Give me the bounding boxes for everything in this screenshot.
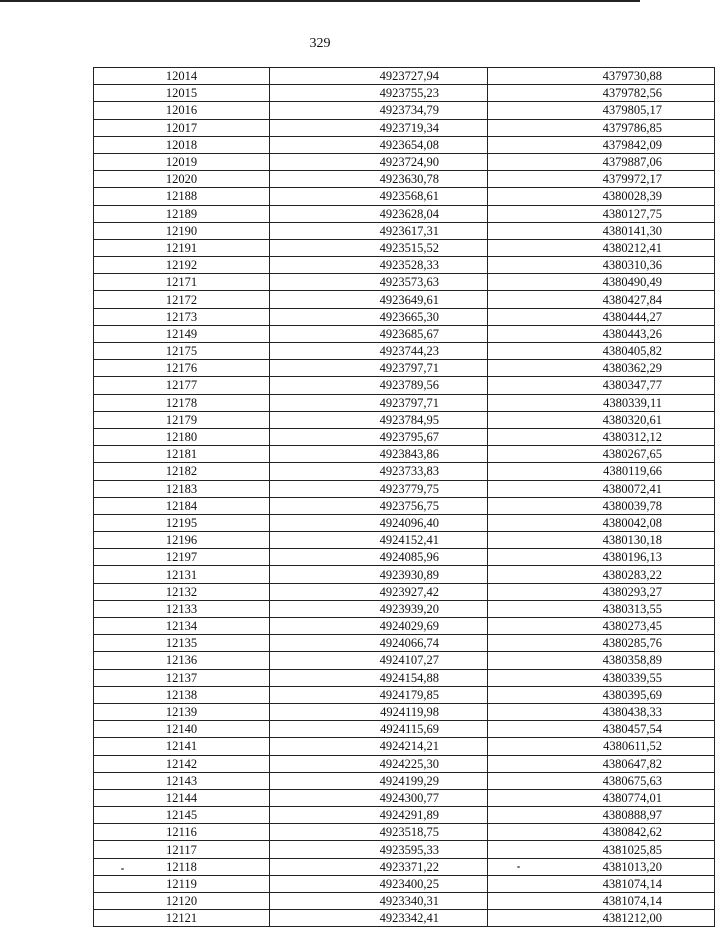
x-coordinate-cell: 4924085,96 (270, 549, 488, 566)
table-row (94, 583, 715, 600)
table-row (94, 824, 715, 841)
y-coordinate-cell: 4380611,52 (488, 738, 715, 755)
table-row (94, 257, 715, 274)
y-coordinate-cell: 4380130,18 (488, 532, 715, 549)
y-coordinate-cell: 4379887,06 (488, 153, 715, 170)
point-id-cell: 12191 (94, 239, 270, 256)
point-id-cell: 12015 (94, 85, 270, 102)
point-id-cell: 12172 (94, 291, 270, 308)
point-id-cell: 12189 (94, 205, 270, 222)
y-coordinate-cell: 4381212,00 (488, 910, 715, 927)
point-id-cell: 12179 (94, 411, 270, 428)
point-id-cell: 12121 (94, 910, 270, 927)
x-coordinate-cell: 4923734,79 (270, 102, 488, 119)
x-coordinate-cell: 4923797,71 (270, 360, 488, 377)
coordinates-table (93, 67, 715, 927)
x-coordinate-cell: 4924300,77 (270, 789, 488, 806)
point-id-cell: 12182 (94, 463, 270, 480)
point-id-cell: 12137 (94, 669, 270, 686)
point-id-cell: 12192 (94, 257, 270, 274)
table-row (94, 222, 715, 239)
table-row (94, 686, 715, 703)
y-coordinate-cell: 4380072,41 (488, 480, 715, 497)
x-coordinate-cell: 4923573,63 (270, 274, 488, 291)
point-id-cell: 12195 (94, 514, 270, 531)
point-id-cell: 12014 (94, 68, 270, 85)
table-row (94, 274, 715, 291)
point-id-cell: 12188 (94, 188, 270, 205)
x-coordinate-cell: 4923515,52 (270, 239, 488, 256)
x-coordinate-cell: 4923724,90 (270, 153, 488, 170)
y-coordinate-cell: 4380310,36 (488, 257, 715, 274)
table-row (94, 652, 715, 669)
x-coordinate-cell: 4923939,20 (270, 600, 488, 617)
table-row (94, 308, 715, 325)
y-coordinate-cell: 4380362,29 (488, 360, 715, 377)
x-coordinate-cell: 4924214,21 (270, 738, 488, 755)
table-row (94, 463, 715, 480)
y-coordinate-cell: 4380283,22 (488, 566, 715, 583)
table-row (94, 480, 715, 497)
y-coordinate-cell: 4381013,20 (488, 858, 715, 875)
x-coordinate-cell: 4923930,89 (270, 566, 488, 583)
y-coordinate-cell: 4380320,61 (488, 411, 715, 428)
x-coordinate-cell: 4923654,08 (270, 136, 488, 153)
table-row (94, 669, 715, 686)
x-coordinate-cell: 4924154,88 (270, 669, 488, 686)
point-id-cell: 12180 (94, 428, 270, 445)
x-coordinate-cell: 4924152,41 (270, 532, 488, 549)
point-id-cell: 12134 (94, 618, 270, 635)
point-id-cell: 12196 (94, 532, 270, 549)
x-coordinate-cell: 4924119,98 (270, 703, 488, 720)
table-row (94, 188, 715, 205)
y-coordinate-cell: 4380490,49 (488, 274, 715, 291)
x-coordinate-cell: 4923733,83 (270, 463, 488, 480)
point-id-cell: 12016 (94, 102, 270, 119)
table-row (94, 703, 715, 720)
point-id-cell: 12145 (94, 807, 270, 824)
y-coordinate-cell: 4380339,55 (488, 669, 715, 686)
table-row (94, 394, 715, 411)
x-coordinate-cell: 4924107,27 (270, 652, 488, 669)
x-coordinate-cell: 4923795,67 (270, 428, 488, 445)
x-coordinate-cell: 4924066,74 (270, 635, 488, 652)
x-coordinate-cell: 4923630,78 (270, 171, 488, 188)
x-coordinate-cell: 4923528,33 (270, 257, 488, 274)
point-id-cell: 12017 (94, 119, 270, 136)
table-row (94, 635, 715, 652)
point-id-cell: 12116 (94, 824, 270, 841)
y-coordinate-cell: 4379805,17 (488, 102, 715, 119)
table-row (94, 807, 715, 824)
table-row (94, 893, 715, 910)
table-row (94, 68, 715, 85)
table-row (94, 377, 715, 394)
table-row (94, 360, 715, 377)
table-row (94, 411, 715, 428)
point-id-cell: 12173 (94, 308, 270, 325)
table-row (94, 566, 715, 583)
x-coordinate-cell: 4923628,04 (270, 205, 488, 222)
point-id-cell: 12131 (94, 566, 270, 583)
point-id-cell: 12143 (94, 772, 270, 789)
point-id-cell: 12175 (94, 343, 270, 360)
y-coordinate-cell: 4380312,12 (488, 428, 715, 445)
y-coordinate-cell: 4380285,76 (488, 635, 715, 652)
y-coordinate-cell: 4380196,13 (488, 549, 715, 566)
y-coordinate-cell: 4380039,78 (488, 497, 715, 514)
point-id-cell: 12020 (94, 171, 270, 188)
point-id-cell: 12178 (94, 394, 270, 411)
point-id-cell: 12142 (94, 755, 270, 772)
x-coordinate-cell: 4923843,86 (270, 446, 488, 463)
table-row (94, 875, 715, 892)
page-top-rule (0, 0, 640, 2)
y-coordinate-cell: 4380457,54 (488, 721, 715, 738)
x-coordinate-cell: 4923797,71 (270, 394, 488, 411)
table-row (94, 136, 715, 153)
y-coordinate-cell: 4380675,63 (488, 772, 715, 789)
point-id-cell: 12171 (94, 274, 270, 291)
table-row (94, 858, 715, 875)
y-coordinate-cell: 4379842,09 (488, 136, 715, 153)
x-coordinate-cell: 4923685,67 (270, 325, 488, 342)
y-coordinate-cell: 4379972,17 (488, 171, 715, 188)
table-row (94, 755, 715, 772)
x-coordinate-cell: 4923649,61 (270, 291, 488, 308)
point-id-cell: 12119 (94, 875, 270, 892)
table-row (94, 325, 715, 342)
y-coordinate-cell: 4379730,88 (488, 68, 715, 85)
y-coordinate-cell: 4380313,55 (488, 600, 715, 617)
y-coordinate-cell: 4380358,89 (488, 652, 715, 669)
y-coordinate-cell: 4380347,77 (488, 377, 715, 394)
table-row (94, 910, 715, 927)
table-row (94, 532, 715, 549)
x-coordinate-cell: 4924096,40 (270, 514, 488, 531)
y-coordinate-cell: 4380842,62 (488, 824, 715, 841)
y-coordinate-cell: 4380293,27 (488, 583, 715, 600)
point-id-cell: 12139 (94, 703, 270, 720)
y-coordinate-cell: 4380273,45 (488, 618, 715, 635)
point-id-cell: 12133 (94, 600, 270, 617)
table-row (94, 428, 715, 445)
x-coordinate-cell: 4924225,30 (270, 755, 488, 772)
y-coordinate-cell: 4380267,65 (488, 446, 715, 463)
y-coordinate-cell: 4379782,56 (488, 85, 715, 102)
x-coordinate-cell: 4923340,31 (270, 893, 488, 910)
point-id-cell: 12144 (94, 789, 270, 806)
y-coordinate-cell: 4381074,14 (488, 893, 715, 910)
x-coordinate-cell: 4923518,75 (270, 824, 488, 841)
scan-speck (121, 868, 124, 870)
x-coordinate-cell: 4923784,95 (270, 411, 488, 428)
x-coordinate-cell: 4923568,61 (270, 188, 488, 205)
x-coordinate-cell: 4923756,75 (270, 497, 488, 514)
table-row (94, 119, 715, 136)
x-coordinate-cell: 4923789,56 (270, 377, 488, 394)
x-coordinate-cell: 4924115,69 (270, 721, 488, 738)
x-coordinate-cell: 4923927,42 (270, 583, 488, 600)
point-id-cell: 12135 (94, 635, 270, 652)
point-id-cell: 12140 (94, 721, 270, 738)
page-number: 329 (309, 36, 331, 51)
point-id-cell: 12019 (94, 153, 270, 170)
table-row (94, 618, 715, 635)
point-id-cell: 12183 (94, 480, 270, 497)
point-id-cell: 12132 (94, 583, 270, 600)
coordinates-table-body (94, 68, 715, 927)
y-coordinate-cell: 4380028,39 (488, 188, 715, 205)
table-row (94, 600, 715, 617)
point-id-cell: 12184 (94, 497, 270, 514)
table-row (94, 171, 715, 188)
table-row (94, 343, 715, 360)
y-coordinate-cell: 4380127,75 (488, 205, 715, 222)
y-coordinate-cell: 4379786,85 (488, 119, 715, 136)
x-coordinate-cell: 4923342,41 (270, 910, 488, 927)
table-row (94, 446, 715, 463)
point-id-cell: 12141 (94, 738, 270, 755)
point-id-cell: 12181 (94, 446, 270, 463)
y-coordinate-cell: 4380395,69 (488, 686, 715, 703)
x-coordinate-cell: 4923779,75 (270, 480, 488, 497)
y-coordinate-cell: 4380888,97 (488, 807, 715, 824)
y-coordinate-cell: 4380119,66 (488, 463, 715, 480)
table-row (94, 738, 715, 755)
x-coordinate-cell: 4924291,89 (270, 807, 488, 824)
y-coordinate-cell: 4381074,14 (488, 875, 715, 892)
point-id-cell: 12176 (94, 360, 270, 377)
table-row (94, 514, 715, 531)
x-coordinate-cell: 4923617,31 (270, 222, 488, 239)
point-id-cell: 12190 (94, 222, 270, 239)
x-coordinate-cell: 4923665,30 (270, 308, 488, 325)
point-id-cell: 12117 (94, 841, 270, 858)
x-coordinate-cell: 4923595,33 (270, 841, 488, 858)
y-coordinate-cell: 4380647,82 (488, 755, 715, 772)
y-coordinate-cell: 4380427,84 (488, 291, 715, 308)
point-id-cell: 12018 (94, 136, 270, 153)
y-coordinate-cell: 4380405,82 (488, 343, 715, 360)
x-coordinate-cell: 4923755,23 (270, 85, 488, 102)
y-coordinate-cell: 4380443,26 (488, 325, 715, 342)
table-row (94, 239, 715, 256)
point-id-cell: 12120 (94, 893, 270, 910)
y-coordinate-cell: 4380042,08 (488, 514, 715, 531)
y-coordinate-cell: 4380141,30 (488, 222, 715, 239)
y-coordinate-cell: 4380438,33 (488, 703, 715, 720)
scan-speck (517, 866, 520, 868)
table-row (94, 102, 715, 119)
table-row (94, 85, 715, 102)
table-row (94, 205, 715, 222)
table-row (94, 841, 715, 858)
x-coordinate-cell: 4923744,23 (270, 343, 488, 360)
y-coordinate-cell: 4380212,41 (488, 239, 715, 256)
table-row (94, 721, 715, 738)
x-coordinate-cell: 4923727,94 (270, 68, 488, 85)
table-row (94, 497, 715, 514)
point-id-cell: 12136 (94, 652, 270, 669)
table-row (94, 291, 715, 308)
x-coordinate-cell: 4923371,22 (270, 858, 488, 875)
x-coordinate-cell: 4924179,85 (270, 686, 488, 703)
table-row (94, 772, 715, 789)
table-row (94, 789, 715, 806)
x-coordinate-cell: 4924029,69 (270, 618, 488, 635)
table-row (94, 153, 715, 170)
y-coordinate-cell: 4380774,01 (488, 789, 715, 806)
y-coordinate-cell: 4380339,11 (488, 394, 715, 411)
y-coordinate-cell: 4380444,27 (488, 308, 715, 325)
point-id-cell: 12138 (94, 686, 270, 703)
x-coordinate-cell: 4923719,34 (270, 119, 488, 136)
x-coordinate-cell: 4924199,29 (270, 772, 488, 789)
y-coordinate-cell: 4381025,85 (488, 841, 715, 858)
point-id-cell: 12118 (94, 858, 270, 875)
point-id-cell: 12197 (94, 549, 270, 566)
point-id-cell: 12177 (94, 377, 270, 394)
table-row (94, 549, 715, 566)
point-id-cell: 12149 (94, 325, 270, 342)
x-coordinate-cell: 4923400,25 (270, 875, 488, 892)
